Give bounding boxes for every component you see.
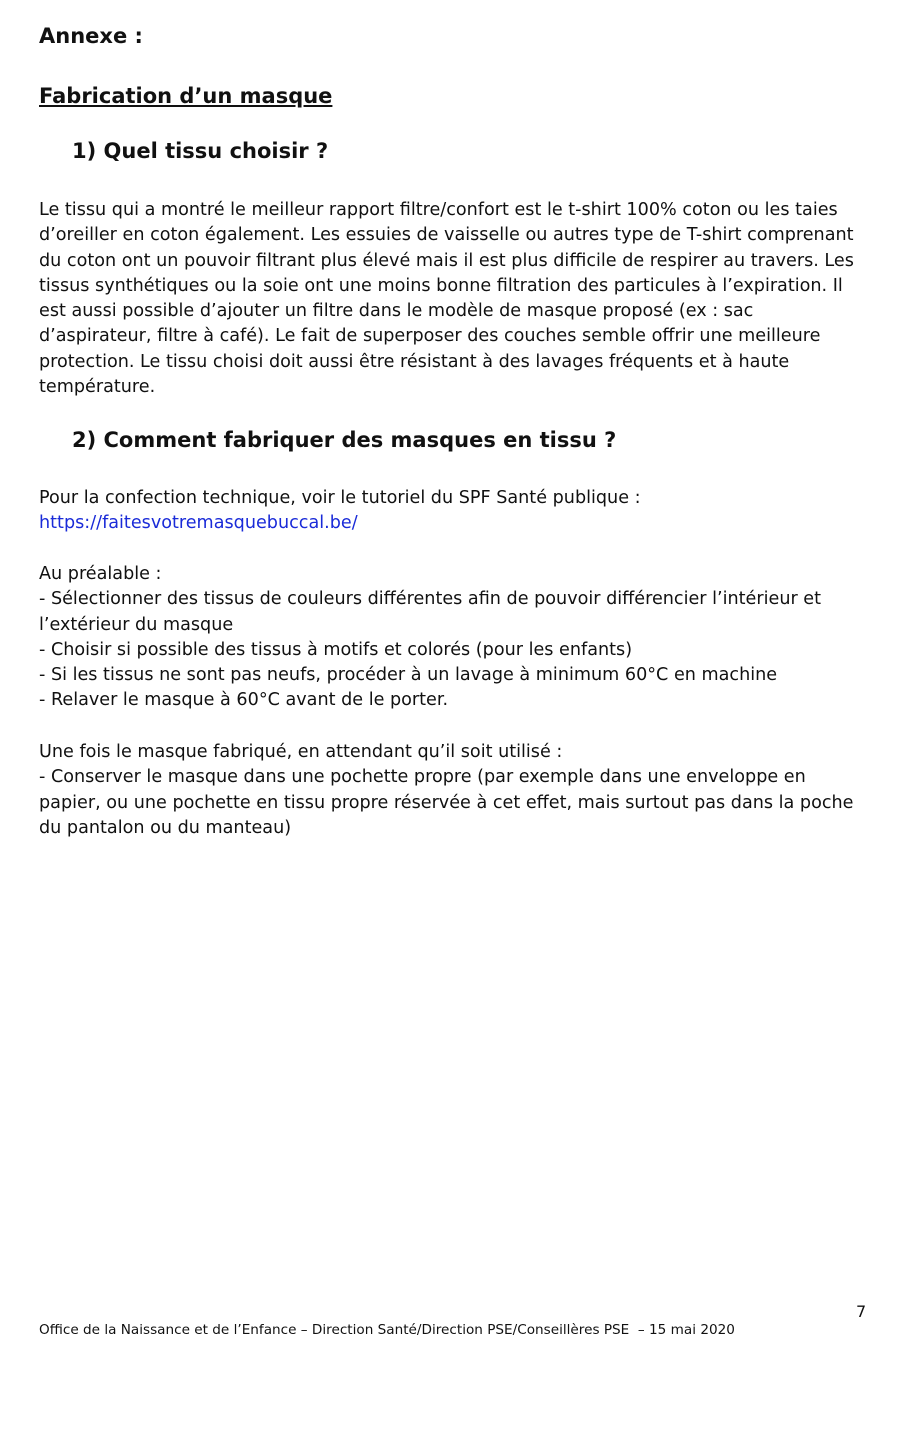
tutorial-intro: Pour la confection technique, voir le tutoriel du SPF Santé publique : — [39, 488, 641, 508]
list-item: - Choisir si possible des tissus à motifs et colorés (pour les enfants) — [39, 639, 633, 660]
list-item: - Si les tissus ne sont pas neufs, procéder à un lavage à minimum 60°C en machine — [39, 665, 778, 686]
list-item: - Relaver le masque à 60°C avant de le porter. — [39, 690, 449, 711]
section1-heading: 1) Quel tissu choisir ? — [72, 139, 329, 163]
prealable-label: Au préalable : — [39, 564, 162, 584]
prealable-block — [39, 562, 869, 714]
section2-intro-block — [39, 486, 869, 537]
tutorial-link[interactable]: https://faitesvotremasquebuccal.be/ — [39, 513, 358, 534]
section2-heading: 2) Comment fabriquer des masques en tissu ? — [72, 428, 617, 452]
list-item: - Conserver le masque dans une pochette propre (par exemple dans une enveloppe en papier, ou une pochette en tissu propre réservée à cet effet, mais surtout pas dans la poche du pantalon ou du manteau) — [39, 767, 854, 838]
section1-body — [39, 198, 869, 400]
section1-paragraph: Le tissu qui a montré le meilleur rapport filtre/confort est le t-shirt 100% coton ou les taies d’oreiller en coton également. Les essuies de vaisselle ou autres type de T-shirt comprenant du coton ont un pouvoir filtrant plus élevé mais il est plus difficile de respirer au travers. Les tissus synthétiques ou la soie ont une moins bonne filtration des particules à l’expiration. Il est aussi possible d’ajouter un filtre dans le modèle de masque proposé (ex : sac d’aspirateur, filtre à café). Le fait de superposer des couches semble offrir une meilleure protection. Le tissu choisi doit aussi être résistant à des lavages fréquents et à haute température. — [39, 200, 854, 398]
annexe-label: Annexe : — [39, 24, 143, 48]
page-footer: Office de la Naissance et de l’Enfance – Direction Santé/Direction PSE/Conseillères PSE – 15 mai 2020 — [39, 1322, 735, 1338]
list-item: - Sélectionner des tissus de couleurs différentes afin de pouvoir différencier l’intérieur et l’extérieur du masque — [39, 589, 822, 635]
document-title: Fabrication d’un masque — [39, 84, 333, 108]
page-number: 7 — [856, 1302, 867, 1321]
after-block — [39, 740, 869, 841]
after-label: Une fois le masque fabriqué, en attendant qu’il soit utilisé : — [39, 742, 563, 762]
